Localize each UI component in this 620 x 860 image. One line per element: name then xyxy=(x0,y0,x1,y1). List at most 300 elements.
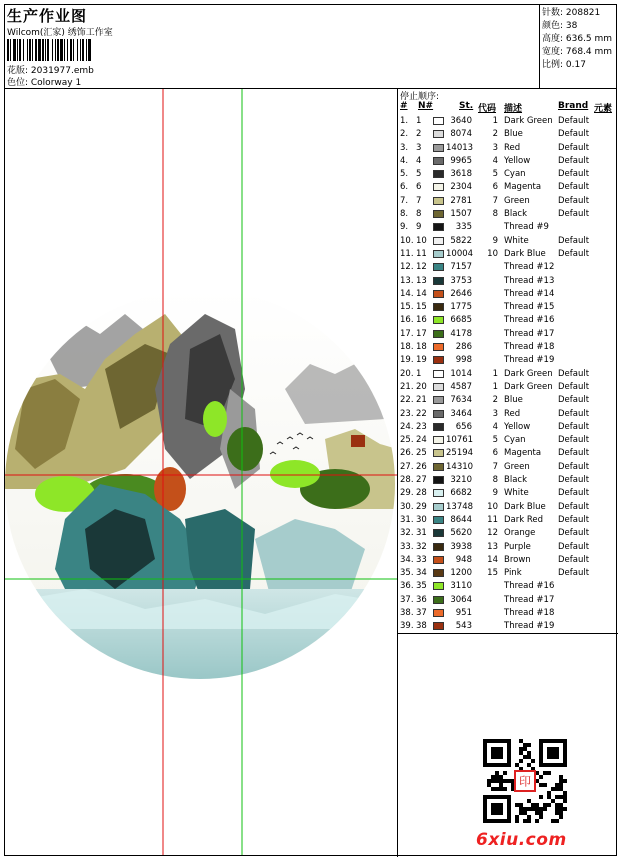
sequence-row xyxy=(398,567,618,580)
color-swatch xyxy=(433,543,444,551)
color-swatch xyxy=(433,197,444,205)
row-code: 3 xyxy=(492,142,498,153)
row-description: Thread #16 xyxy=(504,315,555,326)
row-description: Thread #17 xyxy=(504,328,555,339)
row-stitches: 5822 xyxy=(450,235,472,246)
row-stitches: 10004 xyxy=(446,248,474,259)
row-description: Red xyxy=(504,408,521,419)
row-needle: 32 xyxy=(416,541,427,552)
color-swatch xyxy=(433,210,444,218)
row-description: Red xyxy=(504,142,521,153)
color-swatch xyxy=(433,144,444,152)
row-brand: Default xyxy=(558,448,590,459)
sequence-row xyxy=(398,328,618,341)
sequence-row xyxy=(398,221,618,234)
row-index: 32. xyxy=(400,528,414,539)
row-needle: 1 xyxy=(416,116,422,126)
row-needle: 34 xyxy=(416,568,427,579)
row-stitches: 1014 xyxy=(450,368,472,379)
row-brand: Default xyxy=(558,381,590,392)
row-needle: 19 xyxy=(416,355,427,366)
row-needle: 5 xyxy=(416,169,422,180)
row-stitches: 3064 xyxy=(450,594,472,605)
row-index: 7. xyxy=(400,195,409,206)
row-description: Thread #19 xyxy=(504,621,555,632)
row-description: Dark Blue xyxy=(504,501,546,512)
row-description: Thread #13 xyxy=(504,275,555,286)
sequence-row xyxy=(398,314,618,327)
row-stitches: 3464 xyxy=(450,408,472,419)
row-needle: 22 xyxy=(416,408,427,419)
row-code: 15 xyxy=(487,568,498,579)
sequence-row xyxy=(398,408,618,421)
row-index: 18. xyxy=(400,342,414,353)
row-index: 11. xyxy=(400,248,414,259)
row-description: Green xyxy=(504,461,530,472)
color-swatch xyxy=(433,356,444,364)
row-brand: Default xyxy=(558,435,590,446)
row-stitches: 5620 xyxy=(450,528,472,539)
row-description: Thread #12 xyxy=(504,262,555,273)
row-index: 34. xyxy=(400,554,414,565)
row-code: 7 xyxy=(492,461,498,472)
sequence-row xyxy=(398,235,618,248)
sequence-row xyxy=(398,168,618,181)
color-swatch xyxy=(433,463,444,471)
row-code: 12 xyxy=(487,528,498,539)
row-brand: Default xyxy=(558,129,590,140)
color-swatch xyxy=(433,449,444,457)
qr-panel xyxy=(397,633,618,857)
row-index: 27. xyxy=(400,461,414,472)
row-brand: Default xyxy=(558,368,590,379)
color-swatch xyxy=(433,529,444,537)
row-index: 2. xyxy=(400,129,409,140)
row-needle: 36 xyxy=(416,594,427,605)
row-needle: 7 xyxy=(416,195,422,206)
row-needle: 27 xyxy=(416,475,427,486)
row-code: 4 xyxy=(492,421,498,432)
row-code: 13 xyxy=(487,541,498,552)
row-needle: 18 xyxy=(416,342,427,353)
design-width: 宽度: 768.4 mm xyxy=(542,47,613,57)
row-description: Pink xyxy=(504,568,522,579)
row-description: Cyan xyxy=(504,435,526,446)
row-needle: 16 xyxy=(416,315,427,326)
row-brand: Default xyxy=(558,501,590,512)
row-index: 9. xyxy=(400,222,409,233)
row-index: 33. xyxy=(400,541,414,552)
col-header-description: 描述 xyxy=(504,104,523,114)
row-index: 39. xyxy=(400,621,414,632)
row-needle: 12 xyxy=(416,262,427,273)
row-brand: Default xyxy=(558,169,590,180)
row-code: 2 xyxy=(492,129,498,140)
row-index: 3. xyxy=(400,142,409,153)
row-stitches: 9965 xyxy=(450,155,472,166)
color-swatch xyxy=(433,569,444,577)
row-brand: Default xyxy=(558,461,590,472)
row-needle: 8 xyxy=(416,209,422,220)
sequence-row xyxy=(398,607,618,620)
sequence-row xyxy=(398,487,618,500)
row-index: 23. xyxy=(400,408,414,419)
row-description: Black xyxy=(504,475,527,486)
row-stitches: 3640 xyxy=(450,116,472,126)
row-brand: Default xyxy=(558,182,590,193)
row-index: 20. xyxy=(400,368,414,379)
color-swatch xyxy=(433,250,444,258)
sequence-row xyxy=(398,580,618,593)
row-needle: 33 xyxy=(416,554,427,565)
row-code: 10 xyxy=(487,501,498,512)
row-stitches: 4178 xyxy=(450,328,472,339)
color-swatch xyxy=(433,316,444,324)
row-needle: 23 xyxy=(416,421,427,432)
color-swatch xyxy=(433,423,444,431)
row-brand: Default xyxy=(558,195,590,206)
row-code: 6 xyxy=(492,448,498,459)
row-needle: 17 xyxy=(416,328,427,339)
row-code: 5 xyxy=(492,169,498,180)
row-index: 36. xyxy=(400,581,414,592)
row-code: 11 xyxy=(487,514,498,525)
row-description: Dark Red xyxy=(504,514,544,525)
color-swatch xyxy=(433,237,444,245)
qr-seal-text: 印 xyxy=(518,774,532,789)
row-stitches: 3938 xyxy=(450,541,472,552)
row-stitches: 6685 xyxy=(450,315,472,326)
row-needle: 14 xyxy=(416,288,427,299)
header-info xyxy=(5,4,539,88)
color-swatch xyxy=(433,410,444,418)
color-count: 颜色: 38 xyxy=(542,21,578,31)
row-stitches: 286 xyxy=(455,342,472,353)
color-swatch xyxy=(433,596,444,604)
row-needle: 37 xyxy=(416,607,427,618)
color-swatch xyxy=(433,582,444,590)
color-swatch xyxy=(433,330,444,338)
sequence-row xyxy=(398,514,618,527)
sequence-table-body xyxy=(398,115,618,634)
design-scale: 比例: 0.17 xyxy=(542,60,586,70)
color-swatch xyxy=(433,516,444,524)
sequence-row xyxy=(398,288,618,301)
row-description: Thread #19 xyxy=(504,355,555,366)
row-stitches: 3110 xyxy=(450,581,472,592)
row-stitches: 6682 xyxy=(450,488,472,499)
col-header-needle: N# xyxy=(418,101,434,111)
color-swatch xyxy=(433,383,444,391)
row-code: 10 xyxy=(487,248,498,259)
stitch-count: 针数: 208821 xyxy=(542,8,601,18)
row-brand: Default xyxy=(558,528,590,539)
row-brand: Default xyxy=(558,142,590,153)
sequence-row xyxy=(398,142,618,155)
row-index: 17. xyxy=(400,328,414,339)
page-title: 生产作业图 xyxy=(7,7,88,25)
sequence-row xyxy=(398,461,618,474)
row-index: 29. xyxy=(400,488,414,499)
row-code: 6 xyxy=(492,182,498,193)
row-code: 5 xyxy=(492,435,498,446)
row-brand: Default xyxy=(558,116,590,126)
row-index: 37. xyxy=(400,594,414,605)
row-stitches: 951 xyxy=(455,607,472,618)
row-stitches: 3753 xyxy=(450,275,472,286)
row-description: Thread #14 xyxy=(504,288,555,299)
row-needle: 20 xyxy=(416,381,427,392)
row-needle: 24 xyxy=(416,435,427,446)
row-index: 25. xyxy=(400,435,414,446)
row-stitches: 998 xyxy=(455,355,472,366)
barcode xyxy=(7,39,145,61)
row-stitches: 2304 xyxy=(450,182,472,193)
row-index: 19. xyxy=(400,355,414,366)
color-swatch xyxy=(433,223,444,231)
sequence-row xyxy=(398,275,618,288)
sequence-row xyxy=(398,554,618,567)
company-name: Wilcom(汇家) 绣饰工作室 xyxy=(7,28,113,38)
row-needle: 2 xyxy=(416,129,422,140)
colorway-label: 色位: Colorway 1 xyxy=(7,78,82,88)
row-description: Black xyxy=(504,209,527,220)
col-header-stitches: St. xyxy=(459,101,474,111)
row-needle: 35 xyxy=(416,581,427,592)
sequence-row xyxy=(398,594,618,607)
row-description: White xyxy=(504,235,529,246)
row-brand: Default xyxy=(558,554,590,565)
row-code: 3 xyxy=(492,408,498,419)
sequence-row xyxy=(398,341,618,354)
color-swatch xyxy=(433,609,444,617)
row-stitches: 1200 xyxy=(450,568,472,579)
row-code: 1 xyxy=(492,368,498,379)
row-stitches: 25194 xyxy=(446,448,474,459)
red-seal-stamp xyxy=(351,435,365,447)
row-stitches: 10761 xyxy=(446,435,474,446)
row-brand: Default xyxy=(558,209,590,220)
row-description: Blue xyxy=(504,129,523,140)
sequence-row xyxy=(398,248,618,261)
row-description: Thread #18 xyxy=(504,342,555,353)
row-brand: Default xyxy=(558,395,590,406)
col-header-element: 元素 xyxy=(594,104,613,114)
row-needle: 4 xyxy=(416,155,422,166)
row-stitches: 656 xyxy=(455,421,472,432)
color-swatch xyxy=(433,277,444,285)
row-description: Thread #18 xyxy=(504,607,555,618)
row-code: 1 xyxy=(492,381,498,392)
sequence-row xyxy=(398,368,618,381)
row-index: 30. xyxy=(400,501,414,512)
row-index: 10. xyxy=(400,235,414,246)
row-description: Dark Green xyxy=(504,368,553,379)
row-needle: 1 xyxy=(416,368,422,379)
row-needle: 9 xyxy=(416,222,422,233)
row-code: 1 xyxy=(492,116,498,126)
row-brand: Default xyxy=(558,408,590,419)
color-swatch xyxy=(433,436,444,444)
row-brand: Default xyxy=(558,514,590,525)
row-description: Thread #9 xyxy=(504,222,549,233)
col-header-brand: Brand xyxy=(558,101,589,111)
sequence-row xyxy=(398,128,618,141)
row-index: 38. xyxy=(400,607,414,618)
row-index: 21. xyxy=(400,381,414,392)
row-description: Yellow xyxy=(504,155,531,166)
sequence-row xyxy=(398,181,618,194)
row-description: Purple xyxy=(504,541,531,552)
row-index: 28. xyxy=(400,475,414,486)
sequence-row xyxy=(398,620,618,633)
color-swatch xyxy=(433,503,444,511)
row-index: 31. xyxy=(400,514,414,525)
row-needle: 30 xyxy=(416,514,427,525)
color-swatch xyxy=(433,263,444,271)
row-description: Green xyxy=(504,195,530,206)
row-needle: 25 xyxy=(416,448,427,459)
sequence-row xyxy=(398,447,618,460)
sequence-row xyxy=(398,261,618,274)
row-stitches: 7634 xyxy=(450,395,472,406)
stats-panel xyxy=(539,4,618,88)
row-needle: 11 xyxy=(416,248,427,259)
sequence-row xyxy=(398,208,618,221)
row-index: 4. xyxy=(400,155,409,166)
sequence-row xyxy=(398,527,618,540)
row-stitches: 14013 xyxy=(446,142,474,153)
row-stitches: 3618 xyxy=(450,169,472,180)
design-height: 高度: 636.5 mm xyxy=(542,34,613,44)
row-stitches: 13748 xyxy=(446,501,474,512)
row-stitches: 4587 xyxy=(450,381,472,392)
watermark-text: 6xiu.com xyxy=(476,830,567,850)
row-description: Thread #17 xyxy=(504,594,555,605)
row-code: 4 xyxy=(492,155,498,166)
row-brand: Default xyxy=(558,568,590,579)
color-swatch xyxy=(433,343,444,351)
color-swatch xyxy=(433,489,444,497)
row-description: Dark Green xyxy=(504,116,553,126)
row-stitches: 948 xyxy=(455,554,472,565)
row-needle: 21 xyxy=(416,395,427,406)
row-stitches: 1507 xyxy=(450,209,472,220)
row-description: Thread #15 xyxy=(504,302,555,313)
col-header-index: # xyxy=(400,101,408,111)
row-code: 7 xyxy=(492,195,498,206)
row-index: 14. xyxy=(400,288,414,299)
row-description: Magenta xyxy=(504,448,542,459)
sequence-row xyxy=(398,301,618,314)
row-description: White xyxy=(504,488,529,499)
row-index: 13. xyxy=(400,275,414,286)
color-swatch xyxy=(433,157,444,165)
color-swatch xyxy=(433,556,444,564)
qr-code xyxy=(483,739,567,823)
row-code: 9 xyxy=(492,235,498,246)
row-stitches: 2646 xyxy=(450,288,472,299)
row-index: 1. xyxy=(400,116,409,126)
row-needle: 13 xyxy=(416,275,427,286)
color-swatch xyxy=(433,130,444,138)
row-stitches: 543 xyxy=(455,621,472,632)
row-brand: Default xyxy=(558,541,590,552)
color-swatch xyxy=(433,303,444,311)
row-index: 15. xyxy=(400,302,414,313)
row-needle: 26 xyxy=(416,461,427,472)
sequence-row xyxy=(398,354,618,367)
row-index: 26. xyxy=(400,448,414,459)
row-needle: 38 xyxy=(416,621,427,632)
sequence-row xyxy=(398,381,618,394)
row-index: 16. xyxy=(400,315,414,326)
row-stitches: 2781 xyxy=(450,195,472,206)
row-stitches: 8074 xyxy=(450,129,472,140)
row-description: Blue xyxy=(504,395,523,406)
row-stitches: 335 xyxy=(455,222,472,233)
row-code: 14 xyxy=(487,554,498,565)
row-stitches: 3210 xyxy=(450,475,472,486)
color-swatch xyxy=(433,117,444,125)
row-description: Dark Green xyxy=(504,381,553,392)
row-index: 24. xyxy=(400,421,414,432)
row-index: 35. xyxy=(400,568,414,579)
row-needle: 15 xyxy=(416,302,427,313)
embroidery-design-preview xyxy=(5,89,397,855)
row-brand: Default xyxy=(558,475,590,486)
color-swatch xyxy=(433,476,444,484)
row-description: Thread #16 xyxy=(504,581,555,592)
design-file-label: 花版: 2031977.emb xyxy=(7,66,94,76)
landscape-artwork xyxy=(5,89,397,855)
row-brand: Default xyxy=(558,248,590,259)
sequence-row xyxy=(398,115,618,128)
row-brand: Default xyxy=(558,488,590,499)
stop-sequence-panel xyxy=(397,89,618,633)
row-brand: Default xyxy=(558,235,590,246)
row-index: 22. xyxy=(400,395,414,406)
row-description: Dark Blue xyxy=(504,248,546,259)
row-needle: 6 xyxy=(416,182,422,193)
color-swatch xyxy=(433,622,444,630)
row-stitches: 14310 xyxy=(446,461,474,472)
row-needle: 10 xyxy=(416,235,427,246)
color-swatch xyxy=(433,183,444,191)
color-swatch xyxy=(433,396,444,404)
color-swatch xyxy=(433,170,444,178)
sequence-row xyxy=(398,474,618,487)
row-index: 6. xyxy=(400,182,409,193)
row-brand: Default xyxy=(558,155,590,166)
row-index: 8. xyxy=(400,209,409,220)
sequence-row xyxy=(398,394,618,407)
col-header-code: 代码 xyxy=(478,104,497,114)
row-needle: 31 xyxy=(416,528,427,539)
row-index: 12. xyxy=(400,262,414,273)
sequence-row xyxy=(398,434,618,447)
row-code: 8 xyxy=(492,209,498,220)
row-description: Orange xyxy=(504,528,536,539)
sequence-title: 停止顺序: xyxy=(400,92,440,102)
row-brand: Default xyxy=(558,421,590,432)
sequence-row xyxy=(398,421,618,434)
sequence-table-header xyxy=(398,101,618,114)
row-needle: 3 xyxy=(416,142,422,153)
color-swatch xyxy=(433,370,444,378)
row-needle: 29 xyxy=(416,501,427,512)
row-needle: 28 xyxy=(416,488,427,499)
